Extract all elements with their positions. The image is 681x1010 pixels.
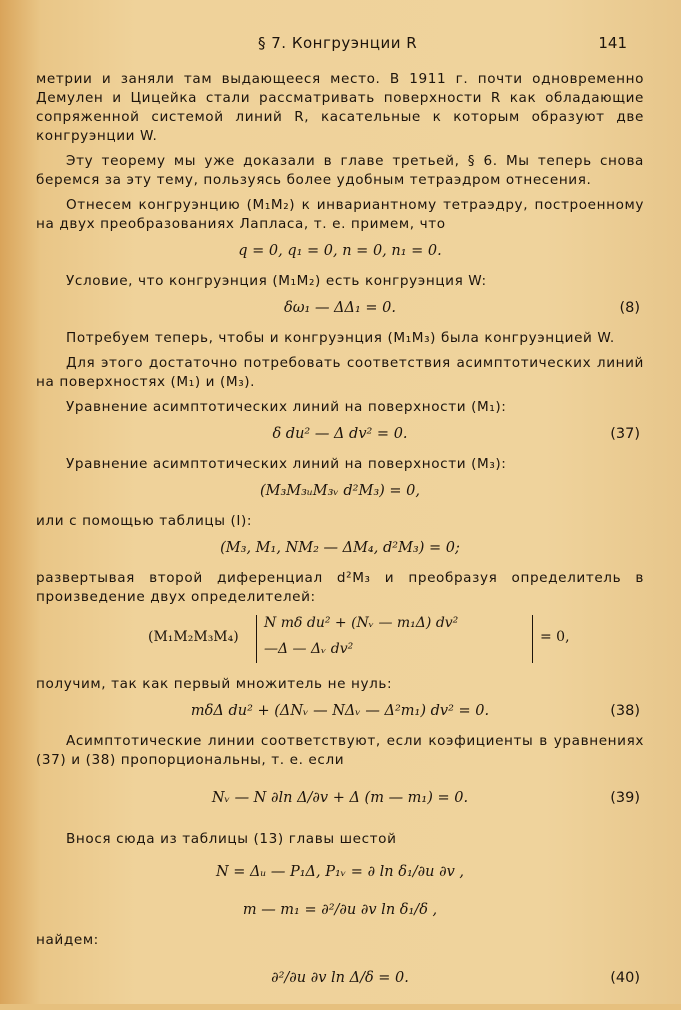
equation-number: (38) [610, 703, 640, 719]
equation [36, 297, 644, 319]
determinant-bar [256, 615, 257, 663]
running-title: § 7. Конгруэнции R [258, 34, 418, 52]
equation-text: q = 0, q₁ = 0, n = 0, n₁ = 0. [238, 243, 442, 259]
paragraph: Для этого достаточно потребовать соответствия асимптотических линий на поверхностях (M₁) и (M₃). [36, 355, 644, 390]
page-number: 141 [598, 34, 627, 52]
paragraph: Эту теорему мы уже доказали в главе третьей, § 6. Мы теперь снова беремся за эту тему, пользуясь более удобным тетраэдром отнесения. [36, 153, 644, 188]
paragraph: или с помощью таблицы (I): [36, 513, 253, 529]
determinant-bar [532, 615, 533, 663]
determinant-row: —Δ — Δᵥ dv² [264, 641, 354, 657]
determinant-equation [36, 613, 644, 667]
page-header [0, 34, 681, 58]
equation-text: (M₃, M₁, NM₂ — ΔM₄, d²M₃) = 0; [220, 540, 460, 556]
equation-text: (M₃M₃ᵤM₃ᵥ d²M₃) = 0, [259, 483, 421, 499]
paragraph: развертывая второй диференциал d²M₃ и преобразуя определитель в произведение двух определителей: [36, 570, 644, 605]
equation-text: Nᵥ — N ∂ln Δ/∂v + Δ (m — m₁) = 0. [211, 790, 469, 806]
equation-number: (37) [610, 426, 640, 442]
equation [36, 893, 644, 927]
equation [36, 537, 644, 559]
paragraph: Уравнение асимптотических линий на поверхности (M₁): [66, 399, 507, 415]
determinant-row: N mδ du² + (Nᵥ — m₁Δ) dv² [264, 615, 459, 631]
paragraph: Условие, что конгруэнция (M₁M₂) есть конгруэнция W: [66, 273, 487, 289]
equation [36, 240, 644, 262]
equation-text: ∂²/∂u ∂v ln Δ/δ = 0. [271, 970, 409, 986]
page-body [36, 70, 644, 1010]
paragraph: Внося сюда из таблицы (13) главы шестой [66, 831, 397, 847]
paragraph: Потребуем теперь, чтобы и конгруэнция (M₁M₃) была конгруэнцией W. [66, 330, 615, 346]
equation-text: mδΔ du² + (ΔNᵥ — NΔᵥ — Δ²m₁) dv² = 0. [190, 703, 490, 719]
equation-text: N = Δᵤ — P₁Δ, P₁ᵥ = ∂ ln δ₁/∂u ∂v , [215, 864, 465, 880]
equation-text: δ du² — Δ dv² = 0. [272, 426, 408, 442]
paragraph: Уравнение асимптотических линий на поверхности (M₃): [66, 456, 507, 472]
equation [36, 480, 644, 502]
equation-number: (39) [610, 790, 640, 806]
determinant-equals: = 0, [540, 629, 570, 645]
determinant-factor: (M₁M₂M₃M₄) [148, 629, 239, 645]
equation [36, 423, 644, 445]
paragraph: метрии и заняли там выдающееся место. В 1911 г. почти одновременно Демулен и Цицейка стали рассматривать поверхности R как обладающие сопряженной системой линий R, касательные к которым образуют две конгруэнции W. [36, 71, 644, 144]
equation [36, 956, 644, 1000]
equation-number: (8) [619, 300, 640, 316]
equation [36, 776, 644, 820]
equation-number: (40) [610, 970, 640, 986]
paragraph: найдем: [36, 932, 99, 948]
equation [36, 700, 644, 722]
equation [36, 855, 644, 889]
paragraph: Асимптотические линии соответствуют, если коэфициенты в уравнениях (37) и (38) пропорциональны, т. е. если [36, 733, 644, 768]
paragraph: Отнесем конгруэнцию (M₁M₂) к инвариантному тетраэдру, построенному на двух преобразованиях Лапласа, т. е. примем, что [36, 197, 644, 232]
paragraph: получим, так как первый множитель не нуль: [36, 676, 393, 692]
equation-text: δω₁ — ΔΔ₁ = 0. [283, 300, 397, 316]
equation-text: m — m₁ = ∂²/∂u ∂v ln δ₁/δ , [242, 902, 438, 918]
